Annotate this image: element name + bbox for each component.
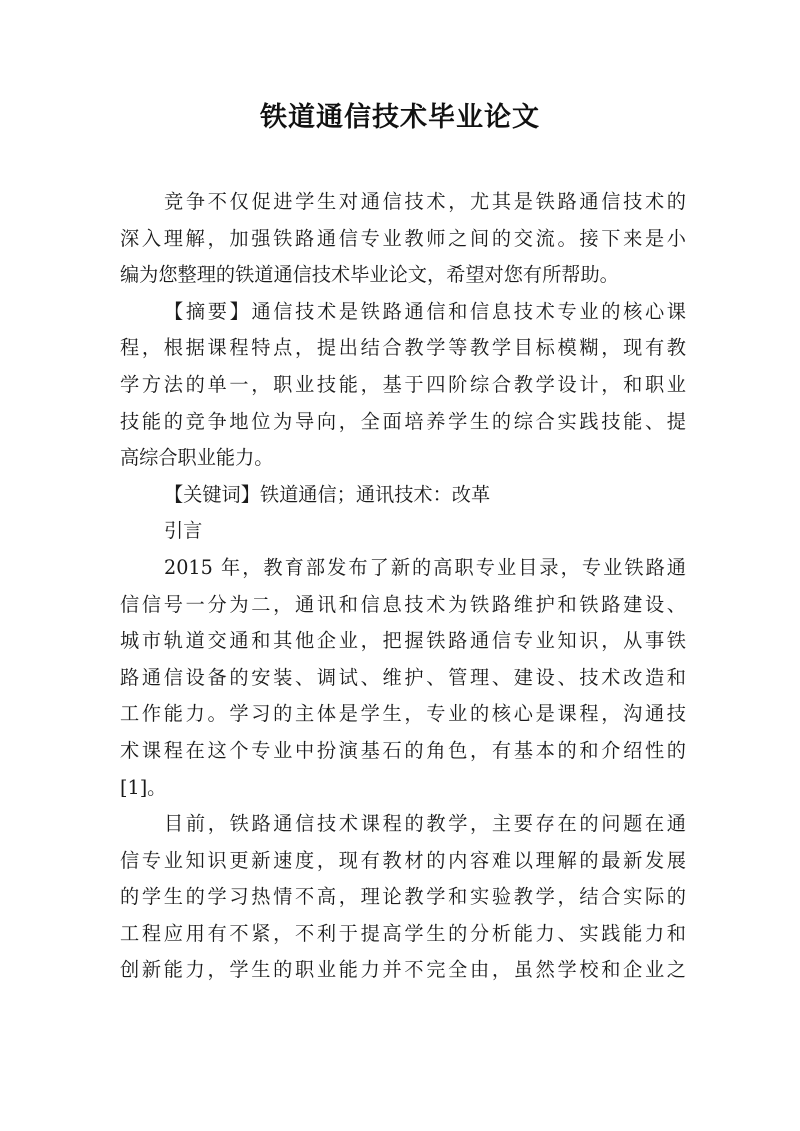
text-line: 信专业知识更新速度，现有教材的内容难以理解的最新发展 — [120, 848, 686, 872]
text-line: 【摘要】通信技术是铁路通信和信息技术专业的核心课 — [164, 299, 686, 323]
text-line: 创新能力，学生的职业能力并不完全由，虽然学校和企业之 — [120, 958, 686, 982]
text-line: 深入理解，加强铁路通信专业教师之间的交流。接下来是小 — [120, 226, 686, 250]
text-line: [1]。 — [120, 775, 167, 799]
text-line: 术课程在这个专业中扮演基石的角色，有基本的和介绍性的 — [120, 738, 686, 762]
text-line: 2015 年，教育部发布了新的高职专业目录，专业铁路通 — [164, 555, 686, 579]
text-line: 技能的竞争地位为导向，全面培养学生的综合实践技能、提 — [120, 409, 686, 433]
text-line: 工作能力。学习的主体是学生，专业的核心是课程，沟通技 — [120, 702, 686, 726]
text-line: 程，根据课程特点，提出结合教学等教学目标模糊，现有教 — [120, 336, 686, 360]
text-line: 引言 — [164, 519, 203, 543]
text-line: 【关键词】铁道通信；通讯技术：改革 — [164, 482, 491, 506]
text-line: 城市轨道交通和其他企业，把握铁路通信专业知识，从事铁 — [120, 629, 686, 653]
document-title: 铁道通信技术毕业论文 — [260, 102, 540, 133]
text-line: 信信号一分为二，通讯和信息技术为铁路维护和铁路建设、 — [120, 592, 686, 616]
text-line: 的学生的学习热情不高，理论教学和实验教学，结合实际的 — [120, 885, 686, 909]
text-line: 工程应用有不紧，不利于提高学生的分析能力、实践能力和 — [120, 921, 686, 945]
text-line: 学方法的单一，职业技能，基于四阶综合教学设计，和职业 — [120, 372, 686, 396]
text-line: 路通信设备的安装、调试、维护、管理、建设、技术改造和 — [120, 665, 686, 689]
text-line: 目前，铁路通信技术课程的教学，主要存在的问题在通 — [164, 812, 686, 836]
text-line: 编为您整理的铁道通信技术毕业论文，希望对您有所帮助。 — [120, 263, 619, 287]
document-body — [120, 184, 686, 989]
text-line: 高综合职业能力。 — [120, 446, 274, 470]
text-line: 竞争不仅促进学生对通信技术，尤其是铁路通信技术的 — [164, 190, 686, 213]
